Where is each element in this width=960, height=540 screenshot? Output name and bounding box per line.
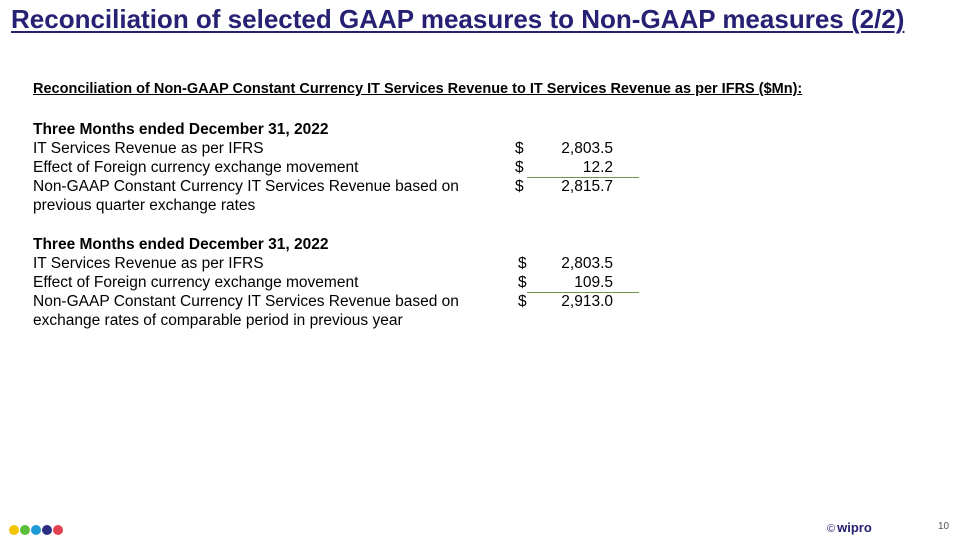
- currency-symbol: $: [518, 293, 527, 310]
- row-amount: 109.5: [574, 274, 613, 291]
- section-heading-row: [33, 235, 653, 254]
- row-label: previous quarter exchange rates: [33, 197, 256, 214]
- row-label: exchange rates of comparable period in previous year: [33, 312, 403, 329]
- table-row: [33, 273, 653, 292]
- currency-symbol: $: [515, 159, 524, 176]
- table-row: [33, 139, 653, 158]
- row-label: Effect of Foreign currency exchange movement: [33, 159, 359, 176]
- row-label: Effect of Foreign currency exchange movement: [33, 274, 359, 291]
- table-row-continuation: [33, 196, 653, 215]
- section-heading-row: [33, 120, 653, 139]
- row-amount: 2,913.0: [561, 293, 613, 310]
- table-row: [33, 177, 653, 196]
- reconciliation-section-2: [33, 235, 653, 330]
- brand-dot: [20, 525, 30, 535]
- section-heading: Three Months ended December 31, 2022: [33, 121, 329, 138]
- currency-symbol: $: [515, 140, 524, 157]
- row-amount: 2,815.7: [561, 178, 613, 195]
- currency-symbol: $: [518, 274, 527, 291]
- brand-dot: [31, 525, 41, 535]
- page-number: 10: [938, 521, 950, 532]
- row-label: Non-GAAP Constant Currency IT Services Revenue based on: [33, 178, 459, 195]
- slide-title: Reconciliation of selected GAAP measures to Non-GAAP measures (2/2): [11, 4, 905, 34]
- row-label: IT Services Revenue as per IFRS: [33, 255, 264, 272]
- row-amount: 2,803.5: [561, 255, 613, 272]
- reconciliation-section-1: [33, 120, 653, 215]
- brand-dot: [42, 525, 52, 535]
- row-amount: 12.2: [582, 159, 613, 176]
- brand-dot: [9, 525, 19, 535]
- row-label: Non-GAAP Constant Currency IT Services Revenue based on: [33, 293, 459, 310]
- table-row-continuation: [33, 311, 653, 330]
- section-heading: Three Months ended December 31, 2022: [33, 236, 329, 253]
- table-row: [33, 254, 653, 273]
- copyright-icon: ©: [827, 523, 836, 535]
- brand-dot: [53, 525, 63, 535]
- brand-dots: [9, 522, 64, 540]
- currency-symbol: $: [515, 178, 524, 195]
- currency-symbol: $: [518, 255, 527, 272]
- logo-text: wipro: [837, 520, 872, 535]
- table-row: [33, 292, 653, 311]
- table-subtitle: Reconciliation of Non-GAAP Constant Currency IT Services Revenue to IT Services Revenue as per IFRS ($Mn):: [33, 81, 803, 97]
- row-amount: 2,803.5: [561, 140, 613, 157]
- row-label: IT Services Revenue as per IFRS: [33, 140, 264, 157]
- wipro-logo: [827, 520, 872, 535]
- table-row: [33, 158, 653, 177]
